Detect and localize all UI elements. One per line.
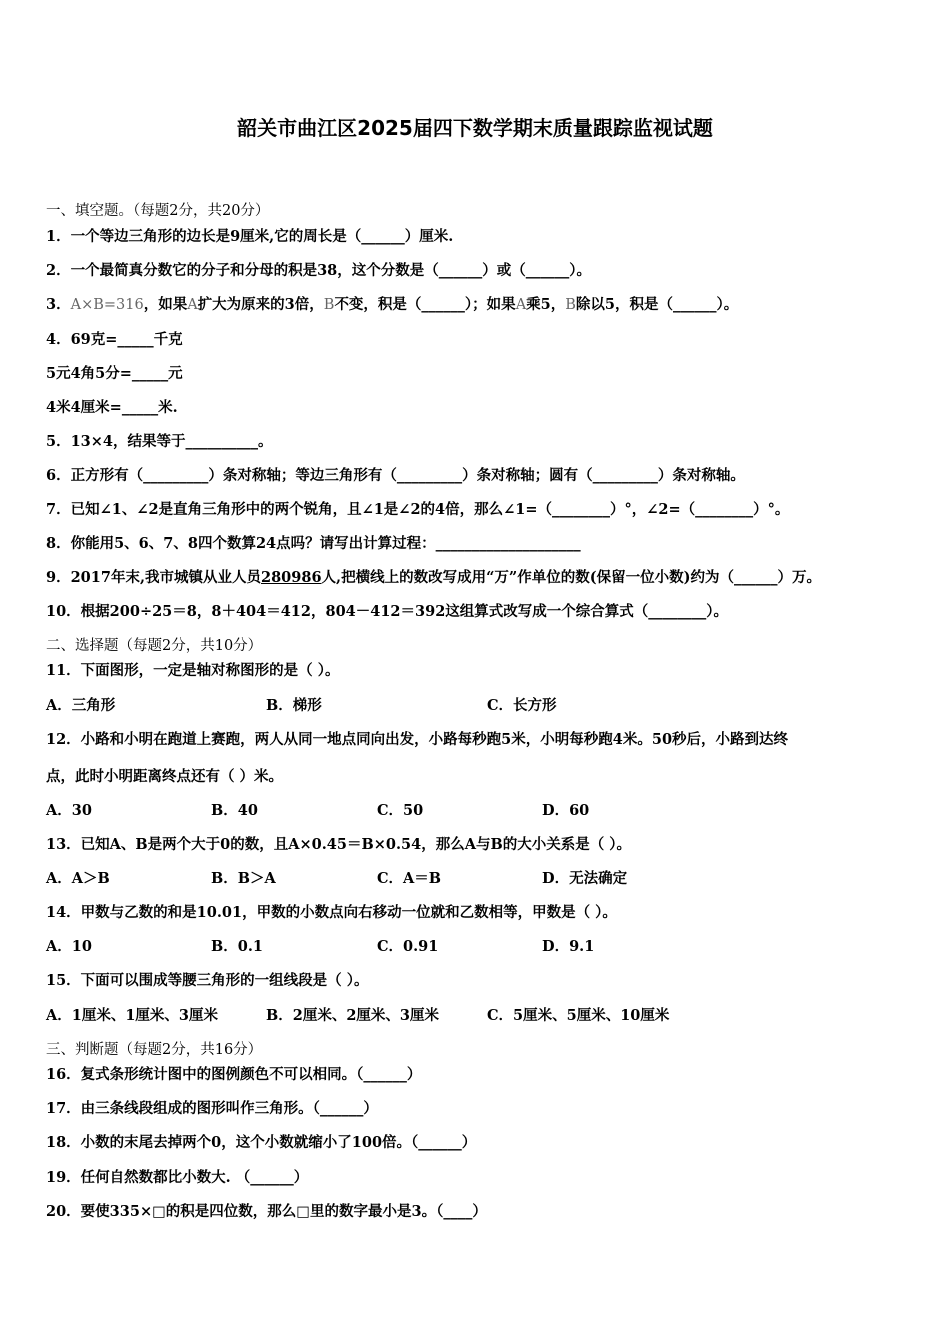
question-17: 17．由三条线段组成的图形叫作三角形。（______） (46, 1100, 378, 1117)
question-11: 11．下面图形，一定是轴对称图形的是（ ）。 (46, 662, 340, 679)
q13-option-d: D．无法确定 (542, 870, 628, 887)
q12-option-d: D．60 (542, 802, 590, 819)
q14-option-d: D．9.1 (542, 938, 595, 955)
q12-option-b: B．40 (211, 802, 258, 819)
question-13: 13．已知A、B是两个大于0的数，且A×0.45＝B×0.54，那么A与B的大小关系是（ ）。 (46, 836, 632, 853)
q13-option-b: B．B＞A (211, 870, 276, 887)
q11-option-a: A．三角形 (46, 697, 116, 714)
question-20: 20．要使335×□的积是四位数，那么□里的数字最小是3。（____） (46, 1203, 487, 1220)
section-heading-judgement: 三、判断题（每题2分，共16分） (46, 1042, 263, 1058)
q3-text: 除以5，积是（______）。 (575, 296, 739, 313)
question-19: 19．任何自然数都比小数大. （______） (46, 1169, 309, 1186)
q3-var-a: A (187, 297, 198, 313)
question-10: 10．根据200÷25＝8，8＋404＝412，804－412＝392这组算式改写成一个综合算式（________）。 (46, 603, 729, 620)
question-18: 18．小数的末尾去掉两个0，这个小数就缩小了100倍。（______） (46, 1134, 477, 1151)
question-12: 12．小路和小明在跑道上赛跑，两人从同一地点同向出发，小路每秒跑5米，小明每秒跑4米。50秒后，小路到达终 (46, 731, 789, 748)
page-title: 韶关市曲江区2025届四下数学期末质量跟踪监视试题 (237, 116, 713, 140)
question-7: 7．已知∠1、∠2是直角三角形中的两个锐角，且∠1是∠2的4倍，那么∠1=（________）°，∠2=（________）°。 (46, 501, 790, 518)
q15-option-b: B．2厘米、2厘米、3厘米 (266, 1007, 440, 1024)
q3-number: 3． (46, 296, 71, 313)
q14-option-b: B．0.1 (211, 938, 263, 955)
q9-text: 9．2017年末,我市城镇从业人员 (46, 569, 261, 586)
q15-option-a: A．1厘米、1厘米、3厘米 (46, 1007, 219, 1024)
question-6: 6．正方形有（_________）条对称轴；等边三角形有（_________）条对称轴；圆有（_________）条对称轴。 (46, 467, 745, 484)
q3-var-a: A (515, 297, 527, 313)
question-4-part-3: 4米4厘米=_____米. (46, 399, 178, 416)
q3-var-b: B (565, 297, 576, 313)
question-4-part-2: 5元4角5分=_____元 (46, 365, 183, 382)
question-15: 15．下面可以围成等腰三角形的一组线段是（ ）。 (46, 972, 369, 989)
question-2: 2．一个最简真分数它的分子和分母的积是38，这个分数是（______）或（______）。 (46, 262, 592, 279)
q13-option-c: C．A＝B (377, 870, 442, 887)
q3-equation: A×B=316 (70, 297, 144, 313)
q9-underlined-number: 280986 (261, 569, 322, 586)
question-4: 4．69克=_____千克 (46, 331, 183, 348)
q3-text: 扩大为原来的3倍， (197, 296, 324, 313)
q3-var-b: B (323, 297, 335, 313)
question-5: 5．13×4，结果等于__________。 (46, 433, 273, 450)
section-heading-fill-in: 一、填空题。（每题2分，共20分） (46, 203, 270, 219)
q9-text: 人,把横线上的数改写成用“万”作单位的数(保留一位小数)约为（______）万。 (321, 569, 821, 586)
q12-option-c: C．50 (377, 802, 424, 819)
question-16: 16．复式条形统计图中的图例颜色不可以相同。（______） (46, 1066, 422, 1083)
section-heading-choice: 二、选择题（每题2分，共10分） (46, 638, 263, 654)
question-14: 14．甲数与乙数的和是10.01，甲数的小数点向右移动一位就和乙数相等，甲数是（ ）。 (46, 904, 617, 921)
q14-option-c: C．0.91 (377, 938, 439, 955)
question-3 (46, 295, 738, 315)
q14-option-a: A．10 (46, 938, 92, 955)
question-12-continued: 点，此时小明距离终点还有（ ）米。 (46, 768, 284, 785)
question-8: 8．你能用5、6、7、8四个数算24点吗？请写出计算过程：____________________ (46, 535, 581, 552)
q15-option-c: C．5厘米、5厘米、10厘米 (487, 1007, 670, 1024)
q12-option-a: A．30 (46, 802, 92, 819)
q3-text: 乘5， (526, 296, 566, 313)
question-9 (46, 568, 821, 588)
q11-option-c: C．长方形 (487, 697, 557, 714)
q3-text: ，如果 (143, 296, 188, 313)
q3-text: 不变，积是（______）；如果 (334, 296, 516, 313)
q11-option-b: B．梯形 (266, 697, 322, 714)
q13-option-a: A．A＞B (46, 870, 110, 887)
question-1: 1．一个等边三角形的边长是9厘米,它的周长是（______）厘米. (46, 228, 454, 245)
